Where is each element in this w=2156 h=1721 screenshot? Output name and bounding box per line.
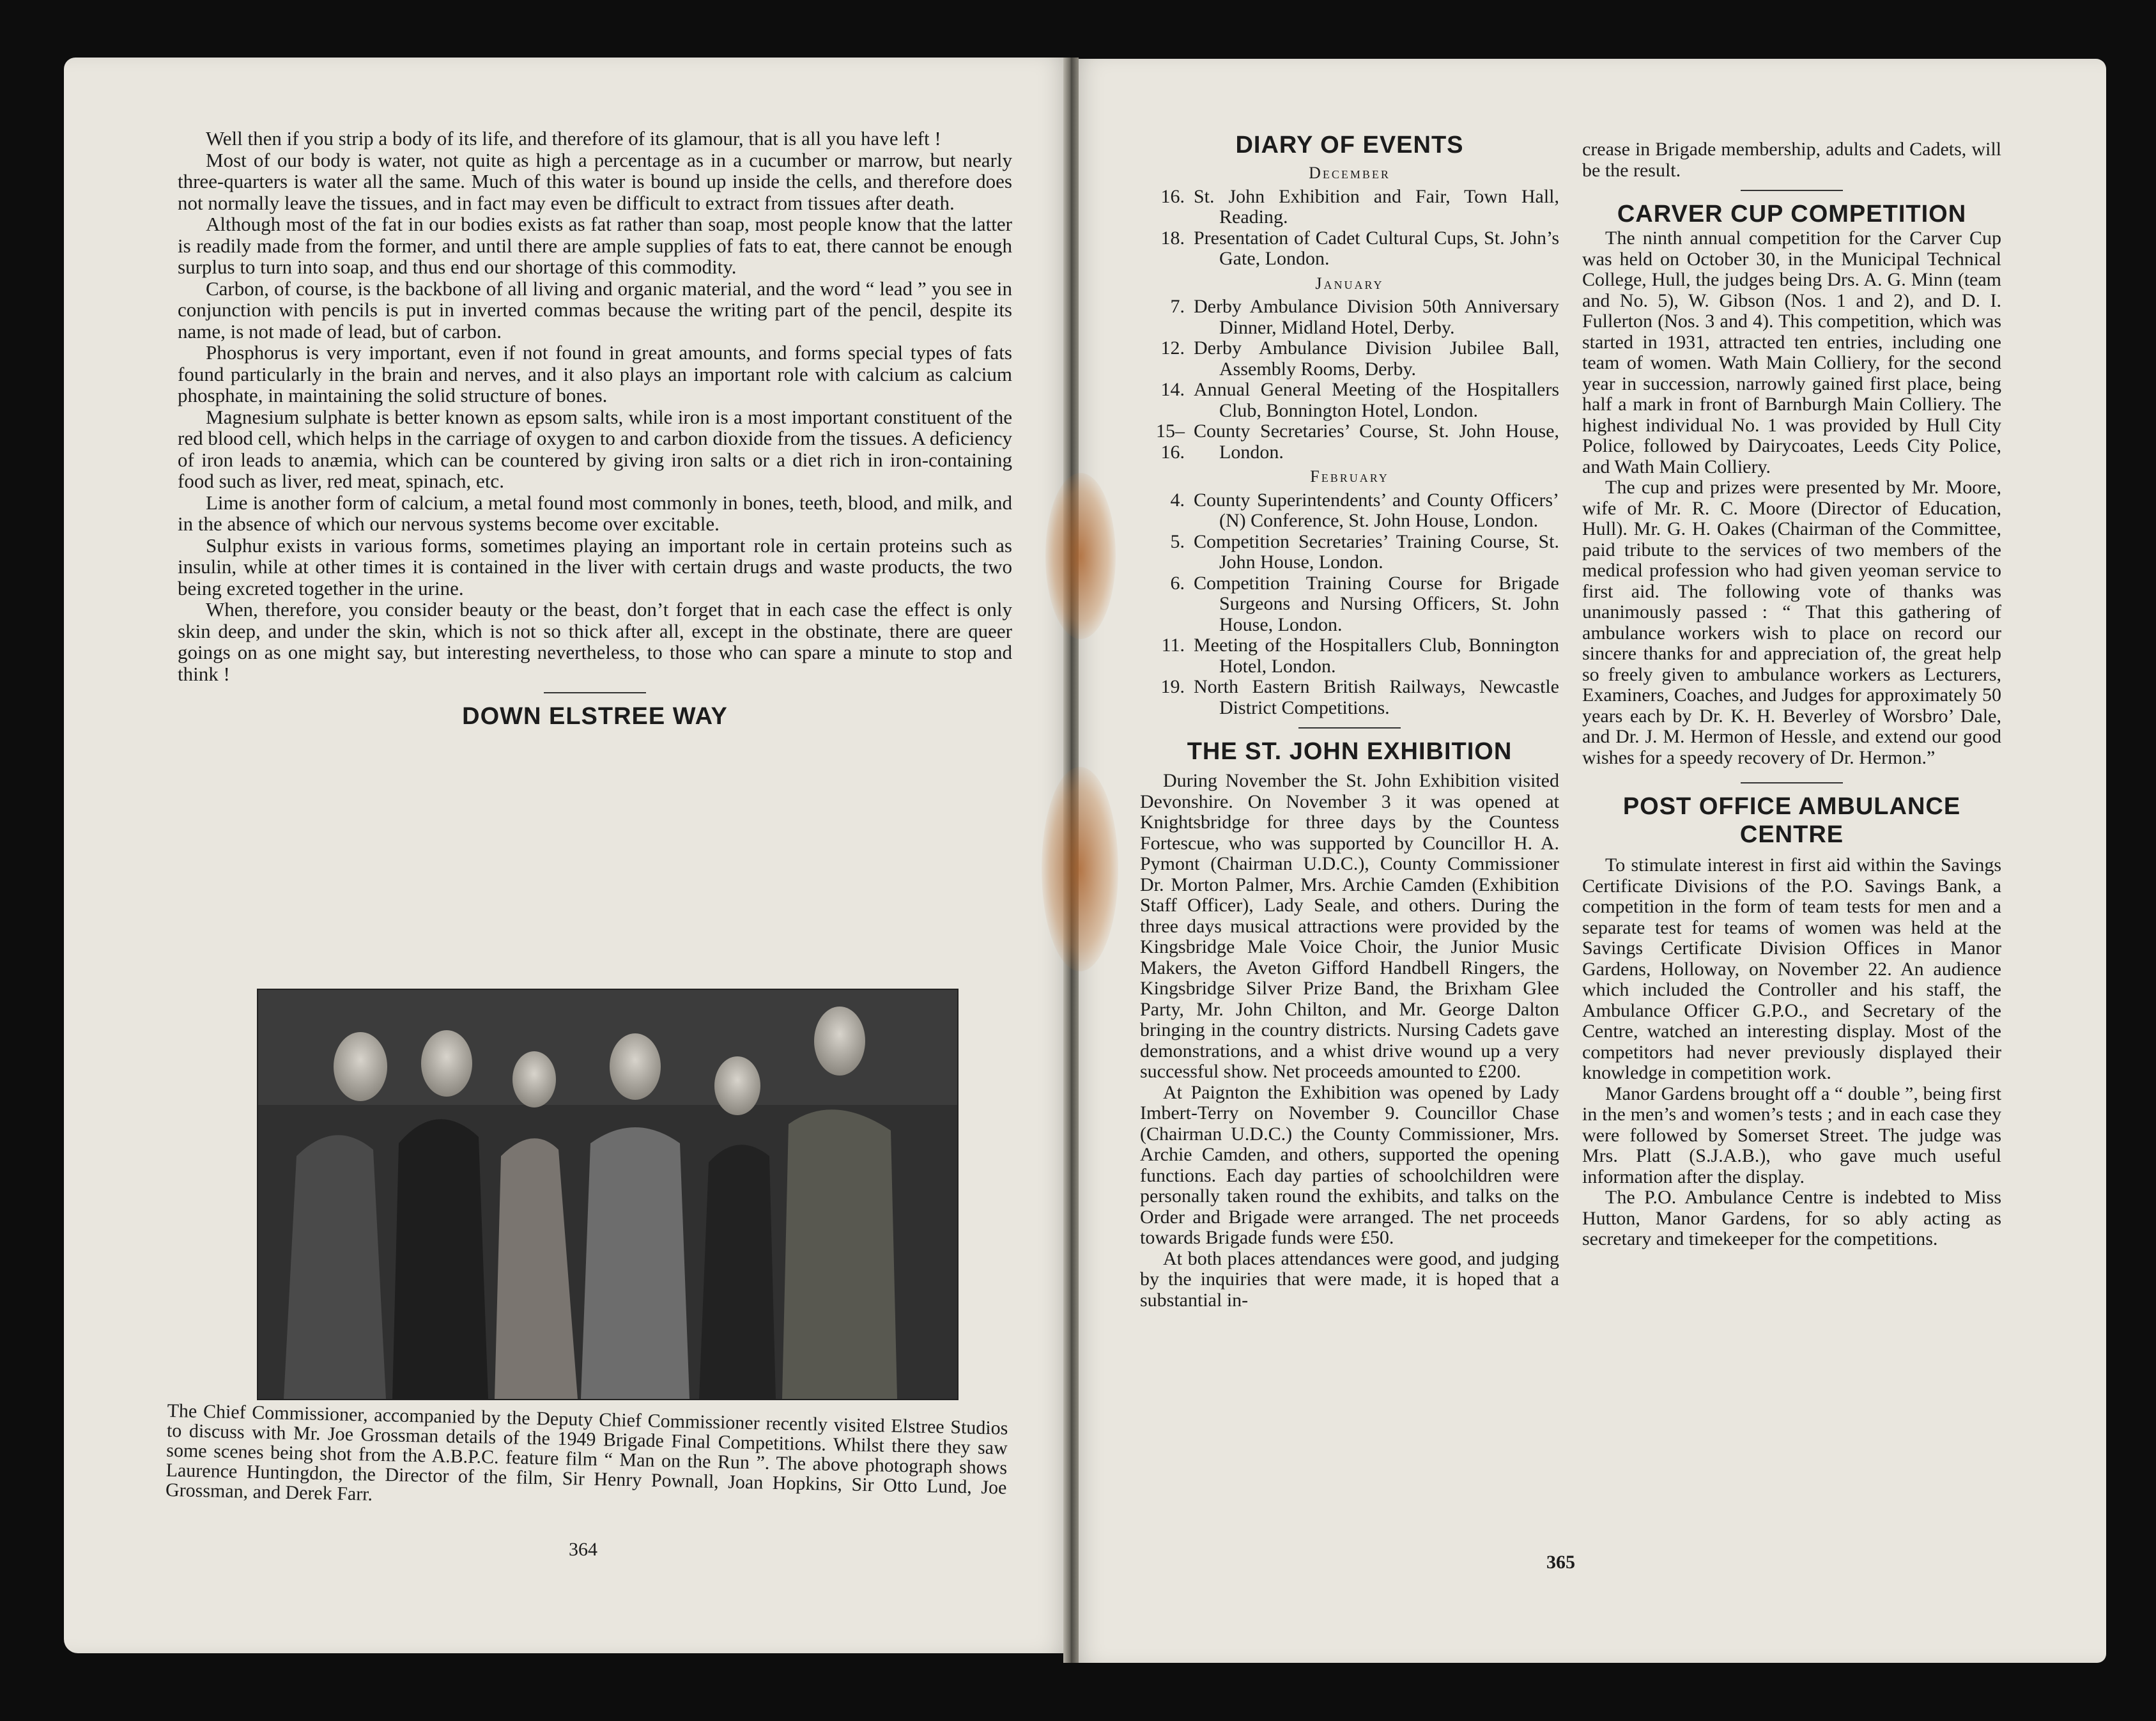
diary-event: [1140, 380, 1559, 421]
event-text: Competition Training Course for Brigade Surgeons and Nursing Officers, St. John House, London.: [1194, 572, 1559, 635]
article-body: [178, 128, 1012, 730]
paragraph: When, therefore, you consider beauty or the beast, don’t forget that in each case the effect is only skin deep, and under the skin, which is not so thick after all, except in the obstinate, there are queer goings on as one might say, but interesting nevertheless, to those who can spare a minute to stop and think !: [178, 598, 1012, 685]
paragraph: Sulphur exists in various forms, sometimes playing an important role in certain proteins such as insulin, while at other times it is contained in the liver with certain drugs and waste products, the two being excreted together in the urine.: [178, 534, 1012, 599]
paragraph: The ninth annual competition for the Carver Cup was held on October 30, in the Municipal Technical College, Hull, the judges being Drs. A. G. Minn (team and No. 5), W. Gibson (Nos. 1 and 2), and D. I. Fullerton (Nos. 3 and 4). This competition, which was started in 1931, attracted ten entries, including one team of women. Wath Main Colliery, for the second year in succession, narrowly gained first place, being half a mark in front of Barnburgh Main Colliery. The highest individual No. 1 was provided by Hull City Police, followed by Dairycoates, Leeds City Police, and Wath Main Colliery.: [1582, 228, 2001, 477]
event-date: 14.: [1160, 379, 1185, 400]
event-text: County Secretaries’ Course, St. John House, London.: [1194, 421, 1559, 463]
diary-event: [1140, 532, 1559, 573]
event-date: 12.: [1160, 337, 1185, 359]
diary-event: [1140, 228, 1559, 270]
paragraph: Carbon, of course, is the backbone of all living and organic material, and the word “ lead ” you see in conjunction with pencils is put in inverted commas because the writing part of the pencil, despite its name, is not made of lead, but of carbon.: [178, 277, 1012, 343]
paragraph: The P.O. Ambulance Centre is indebted to Miss Hutton, Manor Gardens, for so ably acting as secretary and timekeeper for the competitions.: [1582, 1187, 2001, 1249]
photo-caption: The Chief Commissioner, accompanied by the Deputy Chief Commissioner recently visited Elstree Studios to discuss with Mr. Joe Grossman details of the 1949 Brigade Final Competitions. Whilst there they saw some scenes being shot from the A.B.P.C. feature film “ Man on the Run ”. The above photograph shows Laurence Huntingdon, the Director of the film, Sir Henry Pownall, Joan Hopkins, Sir Otto Lund, Joe Grossman, and Derek Farr.: [165, 1400, 1008, 1505]
paragraph: Lime is another form of calcium, a metal found most commonly in bones, teeth, blood, and milk, and in the absence of which our nervous systems become over excitable.: [178, 491, 1012, 535]
water-stain: [1045, 473, 1116, 639]
heading-line: POST OFFICE AMBULANCE: [1622, 793, 1961, 820]
diary-event: [1140, 421, 1559, 463]
paragraph: Magnesium sulphate is better known as epsom salts, while iron is a most important constituent of the red blood cell, which helps in the carriage of oxygen to and carbon dioxide from the tissues. A deficiency of iron leads to anæmia, which can be countered by giving iron salts or a diet rich in iron-containing food such as liver, red meat, spinach, etc.: [178, 405, 1012, 492]
section-rule: [544, 692, 646, 693]
page-number: 365: [1546, 1552, 1575, 1573]
month-label: December: [1309, 164, 1390, 182]
paragraph: Well then if you strip a body of its life, and therefore of its glamour, that is all you have left !: [206, 127, 941, 150]
diary-event: [1140, 338, 1559, 380]
paragraph: The cup and prizes were presented by Mr. Moore, wife of Mr. R. C. Moore (Director of Education, Hull). Mr. G. H. Oakes (Chairman of the Committee, paid tribute to the services of two members of the medical profession who had given yeoman service to first aid. The following vote of thanks was unanimously passed : “ That this gathering of ambulance workers wish to place on record our sincere thanks for and appreciation of, the great help so freely given to ambulance workers as Lecturers, Examiners, Coaches, and Judges for approximately 50 years each by Dr. K. H. Beverley of Worsbro’ Dale, and Dr. J. M. Hermon of Hessle, and extend our good wishes for a speedy recovery of Dr. Hermon.”: [1582, 477, 2001, 768]
event-date: 19.: [1160, 676, 1185, 697]
diary-event: [1140, 187, 1559, 228]
event-text: Derby Ambulance Division 50th Anniversary Dinner, Midland Hotel, Derby.: [1194, 296, 1559, 338]
diary-month: [1140, 163, 1559, 270]
event-text: Annual General Meeting of the Hospitallers Club, Bonnington Hotel, London.: [1194, 379, 1559, 421]
paragraph: Manor Gardens brought off a “ double ”, being first in the men’s and women’s tests ; and in each case they were followed by Somerset Street. The judge was Mrs. Platt (S.J.A.B.), who gave much useful information after the display.: [1582, 1083, 2001, 1187]
diary-column: [1140, 131, 1559, 1311]
diary-event: [1140, 490, 1559, 532]
event-date: 15–16.: [1156, 421, 1185, 463]
photo-figures: [258, 990, 957, 1399]
event-date: 4.: [1170, 489, 1185, 511]
section-rule: [1298, 727, 1401, 729]
event-text: Derby Ambulance Division Jubilee Ball, Assembly Rooms, Derby.: [1194, 337, 1559, 380]
page-number: 364: [569, 1539, 597, 1560]
right-column: [1582, 139, 2001, 1250]
diary-event: [1140, 573, 1559, 636]
event-date: 5.: [1170, 530, 1185, 552]
event-text: County Superintendents’ and County Officers’ (N) Conference, St. John House, London.: [1194, 489, 1559, 531]
heading-line: CENTRE: [1739, 821, 1844, 848]
event-text: Presentation of Cadet Cultural Cups, St. John’s Gate, London.: [1194, 227, 1559, 269]
post-office-heading: [1582, 792, 2001, 849]
section-rule: [1741, 782, 1843, 783]
event-date: 16.: [1160, 185, 1185, 207]
month-label: January: [1315, 274, 1384, 293]
month-label: February: [1310, 467, 1389, 486]
event-text: Meeting of the Hospitallers Club, Bonnington Hotel, London.: [1194, 635, 1559, 677]
event-text: St. John Exhibition and Fair, Town Hall, Reading.: [1194, 185, 1559, 228]
paragraph: At both places attendances were good, and judging by the inquiries that were made, it is hoped that a substantial in-: [1140, 1247, 1559, 1311]
event-text: North Eastern British Railways, Newcastle District Competitions.: [1194, 676, 1559, 718]
paragraph: To stimulate interest in first aid within the Savings Certificate Divisions of the P.O. Savings Bank, a competition in the form of team tests for men and a separate test for teams of women was held at the Savings Certificate Division Offices in Manor Gardens, Holloway, on November 22. An audience which included the Controller and his staff, the Ambulance Officer G.P.O., and Secretary of the Centre, watched an interesting display. Most of the competitors had never previously displayed their knowledge in competition work.: [1582, 854, 2001, 1083]
event-text: Competition Secretaries’ Training Course, St. John House, London.: [1194, 530, 1559, 573]
diary-event: [1140, 297, 1559, 338]
diary-month: [1140, 274, 1559, 463]
event-date: 7.: [1170, 296, 1185, 317]
paragraph: During November the St. John Exhibition visited Devonshire. On November 3 it was opened at Knightsbridge for three days by the Countess Fortescue, who was supported by Councillor H. A. Pymont (Chairman U.D.C.), County Commissioner Dr. Morton Palmer, Mrs. Archie Camden (Exhibition Staff Officer), Lady Seale, and others. During the three days musical attractions were provided by the Kingsbridge Male Voice Choir, the Junior Music Makers, the Aveton Gifford Handbell Ringers, the Kingsbridge Silver Prize Band, the Brixham Glee Party, Mr. John Chilton, and Mr. George Dalton bringing in the country districts. Nursing Cadets gave demonstrations, and a whist drive wound up a very successful show. Net proceeds amounted to £200.: [1140, 770, 1559, 1082]
section-heading: DOWN ELSTREE WAY: [462, 703, 728, 730]
event-date: 18.: [1160, 227, 1185, 249]
paragraph: At Paignton the Exhibition was opened by Lady Imbert-Terry on November 9. Councillor Chase (Chairman U.D.C.) the County Commissioner, Mrs. Archie Camden, and others, supported the opening functions. Each day parties of schoolchildren were personally taken round the exhibits, and talks on the Order and Brigade were arranged. The net proceeds towards Brigade funds were £50.: [1140, 1081, 1559, 1248]
paragraph: Phosphorus is very important, even if not found in great amounts, and forms special types of fats found particularly in the brain and nerves, and it also plays an important role with calcium as calcium phosphate, in maintaining the solid structure of bones.: [178, 341, 1012, 406]
paragraph: crease in Brigade membership, adults and Cadets, will be the result.: [1582, 139, 2001, 181]
group-photograph: [257, 989, 959, 1400]
diary-heading: DIARY OF EVENTS: [1235, 132, 1464, 158]
diary-event: [1140, 677, 1559, 718]
diary-month: [1140, 467, 1559, 718]
diary-event: [1140, 635, 1559, 677]
carver-heading: CARVER CUP COMPETITION: [1617, 201, 1967, 228]
exhibition-heading: THE ST. JOHN EXHIBITION: [1187, 738, 1513, 765]
paragraph: Although most of the fat in our bodies exists as fat rather than soap, most people know that the latter is readily made from the former, and until there are ample supplies of fats to eat, there cannot be enough surplus to turn into soap, and thus end our shortage of this commodity.: [178, 213, 1012, 278]
event-date: 11.: [1161, 635, 1185, 656]
paragraph: Most of our body is water, not quite as high a percentage as in a cucumber or marrow, but nearly three-quarters is water all the same. Much of this water is bound up inside the cells, and therefore does not normally leave the tissues, and in fact may even be difficult to extract from tissues after death.: [178, 148, 1012, 214]
event-date: 6.: [1170, 572, 1185, 594]
section-rule: [1741, 190, 1843, 191]
water-stain: [1042, 767, 1118, 971]
